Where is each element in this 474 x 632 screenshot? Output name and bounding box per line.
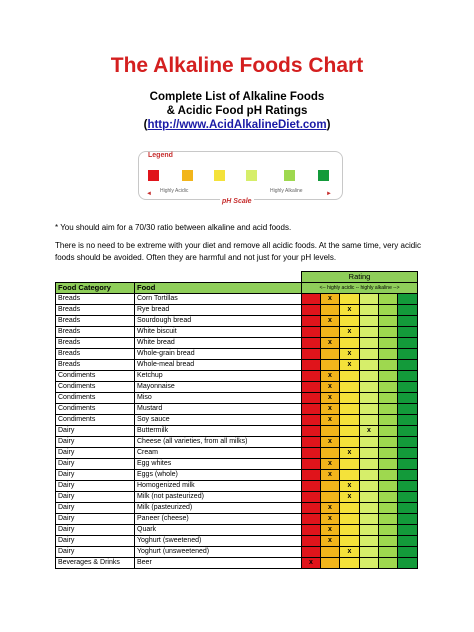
food-category-cell: Dairy [56, 426, 135, 437]
rating-cell-1 [302, 294, 321, 305]
table-row [56, 294, 418, 305]
food-category-cell: Dairy [56, 448, 135, 459]
rating-cell-4 [360, 459, 379, 470]
rating-cell-1 [302, 426, 321, 437]
food-category-cell: Condiments [56, 393, 135, 404]
table-row [56, 558, 418, 569]
rating-mark: x [340, 349, 360, 360]
table-row [56, 492, 418, 503]
rating-cell-1 [302, 503, 321, 514]
website-link[interactable]: http://www.AcidAlkalineDiet.com [147, 119, 327, 131]
rating-cell-2 [321, 448, 340, 459]
rating-cell-1 [302, 415, 321, 426]
rating-cell-4 [360, 547, 379, 558]
rating-cell-3 [340, 525, 360, 536]
food-name-cell: Sourdough bread [135, 316, 302, 327]
rating-cell-3 [340, 338, 360, 349]
rating-cell-6 [398, 349, 418, 360]
rating-mark: x [321, 437, 340, 448]
food-name-cell: Ketchup [135, 371, 302, 382]
rating-cell-5 [379, 547, 398, 558]
rating-cell-6 [398, 448, 418, 459]
food-category-cell: Dairy [56, 470, 135, 481]
legend-highly-acidic: Highly Acidic [160, 188, 189, 194]
rating-scale-header: <-- highly acidic -- highly alkaline --> [302, 283, 418, 294]
rating-cell-6 [398, 459, 418, 470]
rating-cell-5 [379, 558, 398, 569]
rating-cell-4 [360, 338, 379, 349]
link-open-paren: ( [143, 119, 148, 131]
legend-square-4 [246, 170, 257, 181]
rating-cell-6 [398, 558, 418, 569]
food-category-cell: Dairy [56, 536, 135, 547]
food-category-cell: Dairy [56, 547, 135, 558]
food-name-cell: Egg whites [135, 459, 302, 470]
food-name-cell: Cream [135, 448, 302, 459]
rating-cell-6 [398, 536, 418, 547]
rating-mark: x [340, 360, 360, 371]
rating-cell-6 [398, 525, 418, 536]
food-category-cell: Dairy [56, 492, 135, 503]
legend-square-3 [214, 170, 225, 181]
food-name-cell: Yoghurt (sweetened) [135, 536, 302, 547]
rating-cell-6 [398, 415, 418, 426]
table-row [56, 338, 418, 349]
food-name-cell: White biscuit [135, 327, 302, 338]
food-header: Food [135, 283, 302, 294]
rating-cell-4 [360, 470, 379, 481]
rating-cell-2 [321, 558, 340, 569]
rating-cell-5 [379, 294, 398, 305]
rating-cell-6 [398, 382, 418, 393]
rating-cell-6 [398, 426, 418, 437]
rating-cell-4 [360, 558, 379, 569]
subtitle-line-2: & Acidic Food pH Ratings [166, 105, 308, 117]
rating-header: Rating [302, 272, 418, 283]
food-name-cell: Cheese (all varieties, from all milks) [135, 437, 302, 448]
rating-cell-2 [321, 360, 340, 371]
rating-cell-1 [302, 382, 321, 393]
rating-cell-1 [302, 404, 321, 415]
rating-cell-4 [360, 393, 379, 404]
rating-cell-4 [360, 415, 379, 426]
table-row [56, 448, 418, 459]
rating-cell-4 [360, 514, 379, 525]
rating-cell-6 [398, 470, 418, 481]
legend-square-2 [182, 170, 193, 181]
rating-cell-6 [398, 316, 418, 327]
rating-cell-2 [321, 349, 340, 360]
rating-cell-1 [302, 525, 321, 536]
rating-mark: x [340, 448, 360, 459]
food-name-cell: Whole-meal bread [135, 360, 302, 371]
rating-cell-6 [398, 404, 418, 415]
legend-square-5 [284, 170, 295, 181]
table-row [56, 349, 418, 360]
rating-cell-2 [321, 426, 340, 437]
legend-square-6 [318, 170, 329, 181]
rating-mark: x [321, 294, 340, 305]
food-category-cell: Breads [56, 338, 135, 349]
rating-cell-5 [379, 404, 398, 415]
table-row [56, 503, 418, 514]
link-close-paren: ) [326, 119, 331, 131]
rating-mark: x [321, 415, 340, 426]
rating-mark: x [321, 536, 340, 547]
rating-cell-1 [302, 470, 321, 481]
table-row [56, 514, 418, 525]
rating-mark: x [321, 316, 340, 327]
rating-cell-4 [360, 492, 379, 503]
food-name-cell: Paneer (cheese) [135, 514, 302, 525]
rating-cell-6 [398, 492, 418, 503]
rating-cell-6 [398, 481, 418, 492]
rating-cell-3 [340, 503, 360, 514]
subtitle-line-1: Complete List of Alkaline Foods [149, 91, 325, 103]
rating-mark: x [321, 470, 340, 481]
food-name-cell: Mustard [135, 404, 302, 415]
food-category-cell: Breads [56, 316, 135, 327]
food-category-cell: Condiments [56, 382, 135, 393]
table-row [56, 415, 418, 426]
rating-cell-5 [379, 305, 398, 316]
rating-cell-4 [360, 294, 379, 305]
rating-cell-5 [379, 448, 398, 459]
food-category-cell: Breads [56, 294, 135, 305]
table-row [56, 547, 418, 558]
food-category-cell: Dairy [56, 503, 135, 514]
rating-mark: x [340, 481, 360, 492]
rating-cell-3 [340, 558, 360, 569]
food-category-cell: Condiments [56, 371, 135, 382]
rating-cell-1 [302, 536, 321, 547]
rating-cell-3 [340, 415, 360, 426]
rating-cell-1 [302, 437, 321, 448]
food-category-cell: Dairy [56, 514, 135, 525]
food-category-header: Food Category [56, 283, 135, 294]
rating-cell-3 [340, 514, 360, 525]
advice-note: There is no need to be extreme with your diet and remove all acidic foods. At the same time, very acidic foods should be avoided. Often they are harmful and not just for your pH levels. [55, 241, 421, 262]
rating-cell-4 [360, 349, 379, 360]
rating-cell-2 [321, 481, 340, 492]
rating-cell-2 [321, 492, 340, 503]
rating-cell-3 [340, 459, 360, 470]
rating-mark: x [321, 459, 340, 470]
rating-cell-5 [379, 459, 398, 470]
rating-cell-6 [398, 327, 418, 338]
food-name-cell: Yoghurt (unsweetened) [135, 547, 302, 558]
food-category-cell: Breads [56, 327, 135, 338]
rating-cell-3 [340, 393, 360, 404]
rating-cell-6 [398, 294, 418, 305]
rating-cell-6 [398, 437, 418, 448]
table-row [56, 305, 418, 316]
rating-cell-6 [398, 360, 418, 371]
table-row [56, 536, 418, 547]
rating-cell-1 [302, 338, 321, 349]
rating-cell-4 [360, 360, 379, 371]
food-category-cell: Condiments [56, 404, 135, 415]
rating-cell-5 [379, 382, 398, 393]
table-row [56, 404, 418, 415]
rating-cell-1 [302, 327, 321, 338]
rating-mark: x [321, 514, 340, 525]
legend-title: Legend [148, 152, 173, 159]
rating-mark: x [340, 547, 360, 558]
rating-cell-6 [398, 393, 418, 404]
food-category-cell: Dairy [56, 459, 135, 470]
rating-cell-6 [398, 338, 418, 349]
food-name-cell: Milk (pasteurized) [135, 503, 302, 514]
rating-cell-6 [398, 547, 418, 558]
rating-cell-1 [302, 305, 321, 316]
food-name-cell: Mayonnaise [135, 382, 302, 393]
rating-mark: x [360, 426, 379, 437]
rating-cell-6 [398, 305, 418, 316]
food-name-cell: Corn Tortillas [135, 294, 302, 305]
legend-highly-alkaline: Highly Alkaline [270, 188, 303, 194]
food-name-cell: White bread [135, 338, 302, 349]
rating-cell-4 [360, 437, 379, 448]
food-category-cell: Dairy [56, 437, 135, 448]
rating-cell-5 [379, 503, 398, 514]
rating-cell-5 [379, 426, 398, 437]
rating-cell-5 [379, 470, 398, 481]
rating-mark: x [321, 382, 340, 393]
food-name-cell: Beer [135, 558, 302, 569]
food-name-cell: Milk (not pasteurized) [135, 492, 302, 503]
rating-cell-3 [340, 404, 360, 415]
rating-cell-6 [398, 371, 418, 382]
rating-cell-1 [302, 448, 321, 459]
rating-cell-5 [379, 492, 398, 503]
food-name-cell: Quark [135, 525, 302, 536]
rating-cell-3 [340, 470, 360, 481]
food-name-cell: Rye bread [135, 305, 302, 316]
rating-cell-1 [302, 316, 321, 327]
table-row [56, 316, 418, 327]
legend-square-1 [148, 170, 159, 181]
rating-mark: x [321, 393, 340, 404]
rating-cell-1 [302, 514, 321, 525]
rating-mark: x [321, 525, 340, 536]
table-row [56, 360, 418, 371]
rating-cell-3 [340, 382, 360, 393]
rating-cell-3 [340, 536, 360, 547]
rating-cell-5 [379, 338, 398, 349]
rating-cell-1 [302, 393, 321, 404]
rating-cell-4 [360, 503, 379, 514]
rating-cell-5 [379, 349, 398, 360]
rating-mark: x [321, 371, 340, 382]
rating-mark: x [340, 492, 360, 503]
column-header-row [56, 283, 418, 294]
rating-mark: x [340, 305, 360, 316]
rating-cell-5 [379, 481, 398, 492]
food-category-cell: Breads [56, 349, 135, 360]
food-name-cell: Whole-grain bread [135, 349, 302, 360]
rating-cell-3 [340, 426, 360, 437]
rating-header-row [56, 272, 418, 283]
ph-scale-label: pH Scale [222, 198, 252, 205]
food-category-cell: Breads [56, 305, 135, 316]
table-row [56, 525, 418, 536]
rating-cell-3 [340, 437, 360, 448]
food-name-cell: Miso [135, 393, 302, 404]
rating-mark: x [321, 503, 340, 514]
rating-cell-4 [360, 481, 379, 492]
rating-cell-4 [360, 404, 379, 415]
rating-mark: x [321, 338, 340, 349]
rating-cell-1 [302, 360, 321, 371]
rating-cell-5 [379, 514, 398, 525]
website-line [0, 119, 474, 131]
table-row [56, 437, 418, 448]
rating-cell-5 [379, 371, 398, 382]
rating-cell-1 [302, 547, 321, 558]
rating-cell-5 [379, 360, 398, 371]
rating-cell-4 [360, 536, 379, 547]
rating-mark: x [340, 327, 360, 338]
rating-cell-6 [398, 514, 418, 525]
rating-cell-6 [398, 503, 418, 514]
rating-cell-1 [302, 492, 321, 503]
food-category-cell: Condiments [56, 415, 135, 426]
food-name-cell: Homogenized milk [135, 481, 302, 492]
left-arrow-icon: ◄ [146, 191, 152, 197]
rating-mark: x [302, 558, 321, 569]
table-row [56, 470, 418, 481]
table-row [56, 393, 418, 404]
rating-cell-1 [302, 481, 321, 492]
rating-cell-4 [360, 371, 379, 382]
food-category-cell: Breads [56, 360, 135, 371]
food-name-cell: Soy sauce [135, 415, 302, 426]
food-category-cell: Dairy [56, 525, 135, 536]
rating-cell-5 [379, 437, 398, 448]
table-row [56, 327, 418, 338]
rating-cell-4 [360, 305, 379, 316]
food-category-cell: Beverages & Drinks [56, 558, 135, 569]
food-rating-table [55, 271, 418, 569]
rating-cell-3 [340, 294, 360, 305]
rating-cell-5 [379, 393, 398, 404]
food-name-cell: Buttermilk [135, 426, 302, 437]
rating-cell-4 [360, 382, 379, 393]
food-category-cell: Dairy [56, 481, 135, 492]
rating-cell-5 [379, 316, 398, 327]
rating-cell-5 [379, 536, 398, 547]
food-name-cell: Eggs (whole) [135, 470, 302, 481]
table-row [56, 481, 418, 492]
ratio-note: * You should aim for a 70/30 ratio between alkaline and acid foods. [55, 223, 292, 232]
rating-mark: x [321, 404, 340, 415]
rating-cell-2 [321, 547, 340, 558]
rating-cell-5 [379, 415, 398, 426]
rating-cell-1 [302, 459, 321, 470]
right-arrow-icon: ► [326, 191, 332, 197]
table-row [56, 426, 418, 437]
table-row [56, 371, 418, 382]
rating-cell-2 [321, 327, 340, 338]
rating-cell-2 [321, 305, 340, 316]
page-title: The Alkaline Foods Chart [110, 54, 364, 77]
rating-cell-1 [302, 349, 321, 360]
table-row [56, 382, 418, 393]
rating-cell-3 [340, 316, 360, 327]
table-row [56, 459, 418, 470]
rating-cell-5 [379, 327, 398, 338]
rating-cell-4 [360, 316, 379, 327]
rating-cell-1 [302, 371, 321, 382]
rating-cell-4 [360, 448, 379, 459]
rating-cell-5 [379, 525, 398, 536]
rating-cell-4 [360, 525, 379, 536]
rating-cell-4 [360, 327, 379, 338]
rating-cell-3 [340, 371, 360, 382]
